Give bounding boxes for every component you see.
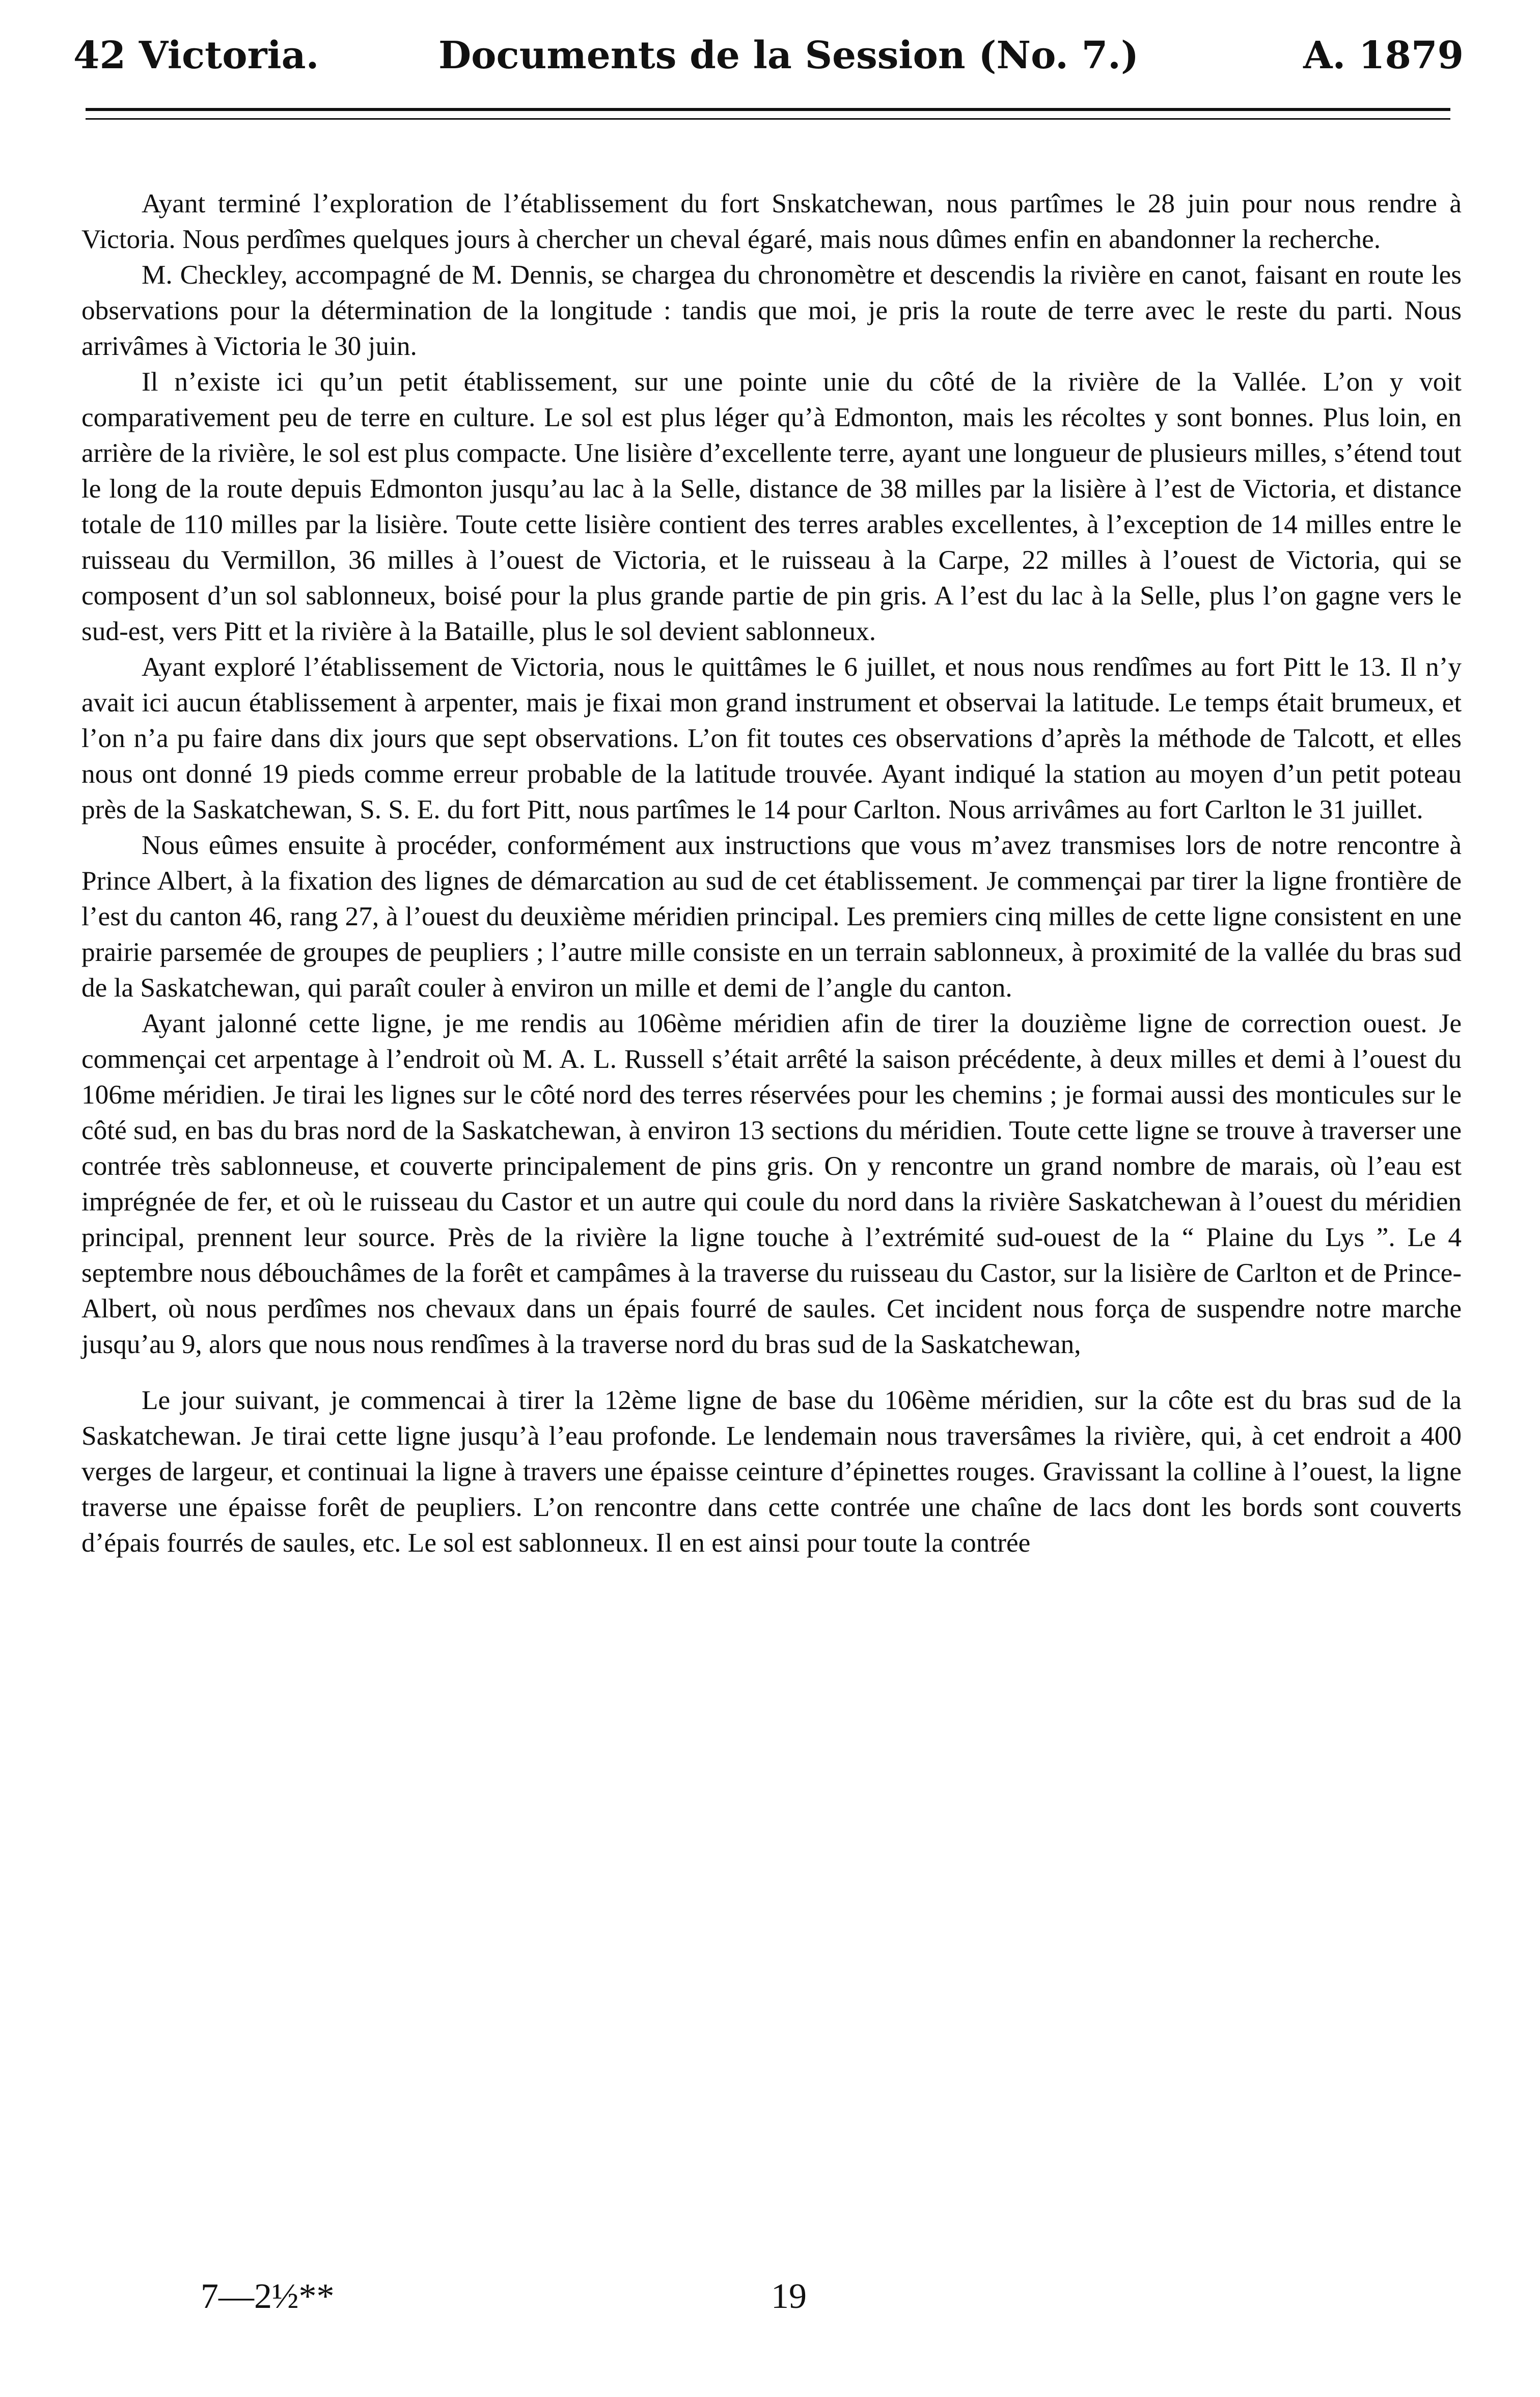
- paragraph-4: Ayant exploré l’établissement de Victoria, nous le quittâmes le 6 juillet, et nous nous rendîmes au fort Pitt le 13. Il n’y avait ici aucun établissement à arpenter, mais je fixai mon grand instrument et observai la latitude. Le temps était brumeux, et l’on n’a pu faire dans dix jours que sept observations. L’on fit toutes ces observations d’après la méthode de Talcott, et elles nous ont donné 19 pieds comme erreur probable de la latitude trouvée. Ayant indiqué la station au moyen d’un petit poteau près de la Saskatchewan, S. S. E. du fort Pitt, nous partîmes le 14 pour Carlton. Nous arrivâmes au fort Carlton le 31 juillet.: [81, 652, 1462, 824]
- signature-mark: 7—2½**: [201, 2277, 335, 2316]
- page-body: [81, 186, 1462, 2284]
- page-header: [73, 18, 1464, 95]
- header-year: A. 1879: [1303, 34, 1464, 77]
- header-title: Documents de la Session (No. 7.): [438, 34, 1139, 77]
- page-number: 19: [771, 2277, 807, 2316]
- paragraph-1: Ayant terminé l’exploration de l’établissement du fort Snskatchewan, nous partîmes le 28 juin pour nous rendre à Victoria. Nous perdîmes quelques jours à chercher un cheval égaré, mais nous dûmes enfin en abandonner la recherche.: [81, 188, 1462, 254]
- paragraph-6: Ayant jalonné cette ligne, je me rendis au 106ème méridien afin de tirer la douzième ligne de correction ouest. Je commençai cet arpentage à l’endroit où M. A. L. Russell s’était arrêté la saison précédente, à deux milles et demi à l’ouest du 106me méridien. Je tirai les lignes sur le côté nord des terres réservées pour les chemins ; je formai aussi des monticules sur le côté sud, en bas du bras nord de la Saskatchewan, à environ 13 sections du méridien. Toute cette ligne se trouve à traverser une contrée très sablonneuse, et couverte principalement de pins gris. On y rencontre un grand nombre de marais, où l’eau est imprégnée de fer, et où le ruisseau du Castor et un autre qui coule du nord dans la rivière Saskatchewan à l’ouest du méridien principal, prennent leur source. Près de la rivière la ligne touche à l’extrémité sud-ouest de la “ Plaine du Lys ”. Le 4 septembre nous débouchâmes de la forêt et campâmes à la traverse du ruisseau du Castor, sur la lisière de Carlton et de Prince-Albert, où nous perdîmes nos chevaux dans un épais fourré de saules. Cet incident nous força de suspendre notre marche jusqu’au 9, alors que nous nous rendîmes à la traverse nord du bras sud de la Saskatchewan,: [81, 1008, 1462, 1359]
- paragraph-7: Le jour suivant, je commencai à tirer la 12ème ligne de base du 106ème méridien, sur la côte est du bras sud de la Saskatchewan. Je tirai cette ligne jusqu’à l’eau profonde. Le lendemain nous traversâmes la rivière, qui, à cet endroit a 400 verges de largeur, et continuai la ligne à travers une épaisse ceinture d’épinettes rouges. Gravissant la colline à l’ouest, la ligne traverse une épaisse forêt de peupliers. L’on rencontre dans cette contrée une chaîne de lacs dont les bords sont couverts d’épais fourrés de saules, etc. Le sol est sablonneux. Il en est ainsi pour toute la contrée: [81, 1385, 1462, 1558]
- header-rule-thick: [86, 108, 1450, 111]
- paragraph-2: M. Checkley, accompagné de M. Dennis, se chargea du chronomètre et descendis la rivière en canot, faisant en route les observations pour la détermination de la longitude : tandis que moi, je pris la route de terre avec le reste du parti. Nous arrivâmes à Victoria le 30 juin.: [81, 260, 1462, 361]
- paragraph-3: Il n’existe ici qu’un petit établissement, sur une pointe unie du côté de la rivière de la Vallée. L’on y voit comparativement peu de terre en culture. Le sol est plus léger qu’à Edmonton, mais les récoltes y sont bonnes. Plus loin, en arrière de la rivière, le sol est plus compacte. Une lisière d’excellente terre, ayant une longueur de plusieurs milles, s’étend tout le long de la route depuis Edmonton jusqu’au lac à la Selle, distance de 38 milles par la lisière à l’est de Victoria, et distance totale de 110 milles par la lisière. Toute cette lisière contient des terres arables excellentes, à l’exception de 14 milles entre le ruisseau du Vermillon, 36 milles à l’ouest de Victoria, et le ruisseau à la Carpe, 22 milles à l’ouest de Victoria, qui se composent d’un sol sablonneux, boisé pour la plus grande partie de pin gris. A l’est du lac à la Selle, plus l’on gagne vers le sud-est, vers Pitt et la rivière à la Bataille, plus le sol devient sablonneux.: [81, 367, 1462, 646]
- header-rule-thin: [86, 118, 1450, 120]
- header-volume: 42 Victoria.: [73, 34, 319, 77]
- paragraph-5: Nous eûmes ensuite à procéder, conformément aux instructions que vous m’avez transmises lors de notre rencontre à Prince Albert, à la fixation des lignes de démarcation au sud de cet établissement. Je commençai par tirer la ligne frontière de l’est du canton 46, rang 27, à l’ouest du deuxième méridien principal. Les premiers cinq milles de cette ligne consistent en une prairie parsemée de groupes de peupliers ; l’autre mille consiste en un terrain sablonneux, à proximité de la vallée du bras sud de la Saskatchewan, qui paraît couler à environ un mille et demi de l’angle du canton.: [81, 830, 1462, 1003]
- page-footer: [73, 2266, 1464, 2317]
